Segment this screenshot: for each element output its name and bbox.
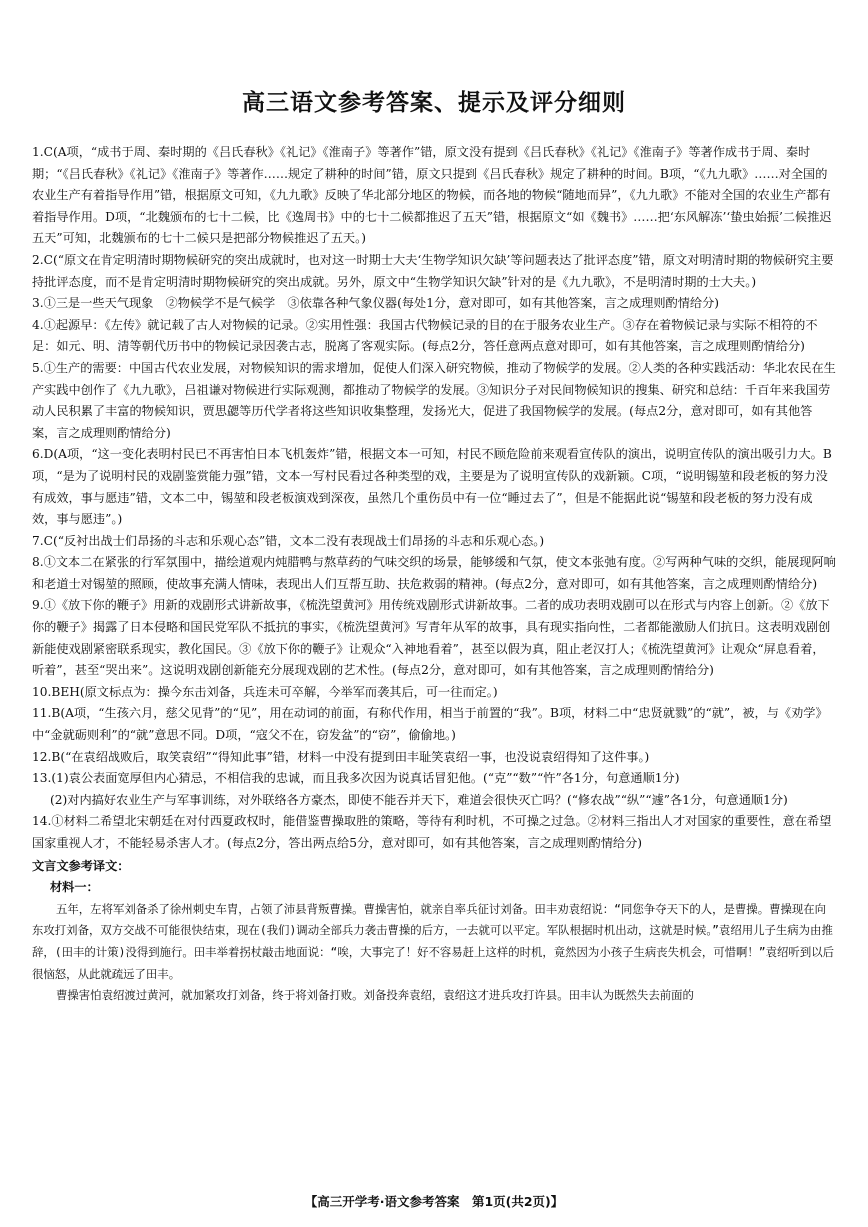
document-title: 高三语文参考答案、提示及评分细则 (242, 90, 626, 116)
answer-body (32, 142, 836, 1007)
answer-item-q3: 3.①三是一些天气现象 ②物候学不是气候学 ③依靠各种气象仪器(每处1分，意对即可，如有其他答案，言之成理则酌情给分) (32, 296, 720, 311)
answer-item-q11: 11.B(A项，“生孩六月，慈父见背”的“见”，用在动词的前面，有称代作用，相当于前置的“我”。B项，材料二中“忠贤就戮”的“就”，被，与《劝学》中“金就砺则利”的“就”意思不同。D项，“寇父不在，窃发盆”的“窃”，偷偷地。) (32, 706, 828, 743)
answer-item-q12: 12.B(“在袁绍战败后，取笑袁绍”“得知此事”错，材料一中没有提到田丰耻笑袁绍一事，也没说袁绍得知了这件事。) (32, 749, 650, 764)
translation-paragraph: 五年，左将军刘备杀了徐州刺史车胄，占领了沛县背叛曹操。曹操害怕，就亲自率兵征讨刘备。田丰劝袁绍说：“同您争夺天下的人，是曹操。曹操现在向东攻打刘备，双方交战不可能很快结束，现在(我们)调动全部兵力袭击曹操的后方，一去就可以平定。军队根据时机出动，这就是时候。”袁绍用儿子生病为由推辞，(田丰的计策)没得到施行。田丰举着拐杖敲击地面说：“唉，大事完了！好不容易赶上这样的时机，竟然因为小孩子生病丧失机会，可惜啊！”袁绍听到以后很恼怒，从此就疏远了田丰。 (32, 901, 834, 981)
translation-subheading: 材料一： (50, 880, 99, 895)
answer-item-q13b: (2)对内搞好农业生产与军事训练，对外联络各方豪杰，即使不能吞并天下，难道会很快灭亡吗？(“修农战”“纵”“遽”各1分，句意通顺1分) (50, 792, 788, 807)
answer-list (32, 142, 836, 855)
answer-item-q8: 8.①文本二在紧张的行军氛围中，描绘道观内炖腊鸭与熬草药的气味交织的场景，能够缓和气氛，使文本张弛有度。②写两种气味的交织，能展现阿响和老道士对锡堃的照顾，使故事充满人情味，表现出人们互帮互助、扶危救弱的精神。(每点2分，意对即可，如有其他答案，言之成理则酌情给分) (32, 555, 836, 591)
answer-item-q1: 1.C(A项，“成书于周、秦时期的《吕氏春秋》《礼记》《淮南子》等著作”错，原文没有提到《吕氏春秋》《礼记》《淮南子》等著作成书于周、秦时期；“《吕氏春秋》《礼记》《淮南子》等著作……规定了耕种的时间”错，原文只提到《吕氏春秋》规定了耕种的时间。B项，“《九九歌》……对全国的农业生产有着指导作用”错，根据原文可知，《九九歌》反映了华北部分地区的物候，而各地的物候“随地而异”，《九九歌》不能对全国的农业生产都有着指导作用。D项，“北魏颁布的七十二候，比《逸周书》中的七十二候都推迟了五天”错，根据原文“如《魏书》……把‘东风解冻’‘蛰虫始振’二候推迟五天”可知，北魏颁布的七十二候只是把部分物候推迟了五天。) (32, 145, 832, 246)
answer-item-q5: 5.①生产的需要：中国古代农业发展，对物候知识的需求增加，促使人们深入研究物候，推动了物候学的发展。②人类的各种实践活动：华北农民在生产实践中创作了《九九歌》，吕祖谦对物候进行实际观测，都推动了物候学的发展。③知识分子对民间物候知识的搜集、研究和总结：千百年来我国劳动人民积累了丰富的物候知识，贾思勰等历代学者将这些知识收集整理，发扬光大，促进了我国物候学的发展。(每点2分，意对即可，如有其他答案，言之成理则酌情给分) (32, 360, 836, 440)
translation-heading: 文言文参考译文： (32, 858, 130, 873)
answer-item-q6: 6.D(A项，“这一变化表明村民已不再害怕日本飞机轰炸”错，根据文本一可知，村民不顾危险前来观看宣传队的演出，说明宣传队的演出吸引力大。B项，“是为了说明村民的戏剧鉴赏能力强”错，文本一写村民看过各种类型的戏，主要是为了说明宣传队的戏新颖。C项，“说明锡堃和段老板的努力没有成效，事与愿违”错，文本二中，锡堃和段老板演戏到深夜，虽然几个重伤员中有一位“睡过去了”，但是不能据此说“锡堃和段老板的努力没有成效，事与愿违”。) (32, 447, 832, 527)
page-footer: 【高三开学考·语文参考答案 第1页(共2页)】 (304, 1194, 564, 1209)
answer-item-q13a: 13.(1)袁公表面宽厚但内心猜忌，不相信我的忠诚，而且我多次因为说真话冒犯他。(“克”“数”“忤”各1分，句意通顺1分) (32, 771, 680, 786)
answer-item-q14: 14.①材料二希望北宋朝廷在对付西夏政权时，能借鉴曹操取胜的策略，等待有利时机，不可操之过急。②材料三指出人才对国家的重要性，意在希望国家重视人才，不能轻易杀害人才。(每点2分，答出两点给5分，意对即可，如有其他答案，言之成理则酌情给分) (32, 814, 832, 850)
answer-item-q10: 10.BEH(原文标点为：操今东击刘备，兵连未可卒解，今举军而袭其后，可一往而定。) (32, 684, 498, 699)
answer-item-q9: 9.①《放下你的鞭子》用新的戏剧形式讲新故事，《梳洗望黄河》用传统戏剧形式讲新故事。二者的成功表明戏剧可以在形式与内容上创新。②《放下你的鞭子》揭露了日本侵略和国民党军队不抵抗的事实，《梳洗望黄河》写青年从军的故事，具有现实指向性，二者都能激励人们抗日。这表明戏剧创新能使戏剧紧密联系现实，教化国民。③《放下你的鞭子》让观众“入神地看着”，甚至以假为真，阻止老汉打人；《梳洗望黄河》让观众“屏息看着，听着”，甚至“哭出来”。这说明戏剧创新能充分展现戏剧的艺术性。(每点2分，意对即可，如有其他答案，言之成理则酌情给分) (32, 598, 831, 678)
answer-item-q2: 2.C(“原文在肯定明清时期物候研究的突出成就时，也对这一时期士大夫‘生物学知识欠缺’等问题表达了批评态度”错，原文对明清时期的物候研究主要持批评态度，而不是肯定明清时期物候研究的突出成就。另外，原文中“生物学知识欠缺”针对的是《九九歌》，不是明清时期的士大夫。) (32, 252, 834, 289)
translation-paragraph: 曹操害怕袁绍渡过黄河，就加紧攻打刘备，终于将刘备打败。刘备投奔袁绍，袁绍这才进兵攻打许县。田丰认为既然失去前面的 (56, 988, 694, 1003)
answer-item-q4: 4.①起源早：《左传》就记载了古人对物候的记录。②实用性强：我国古代物候记录的目的在于服务农业生产。③存在着物候记录与实际不相符的不足：如元、明、清等朝代历书中的物候记录因袭古志，脱离了客观实际。(每点2分，答任意两点意对即可，如有其他答案，言之成理则酌情给分) (32, 317, 818, 354)
translation-text (32, 899, 836, 1007)
answer-item-q7: 7.C(“反衬出战士们昂扬的斗志和乐观心态”错，文本二没有表现战士们昂扬的斗志和乐观心态。) (32, 533, 545, 548)
